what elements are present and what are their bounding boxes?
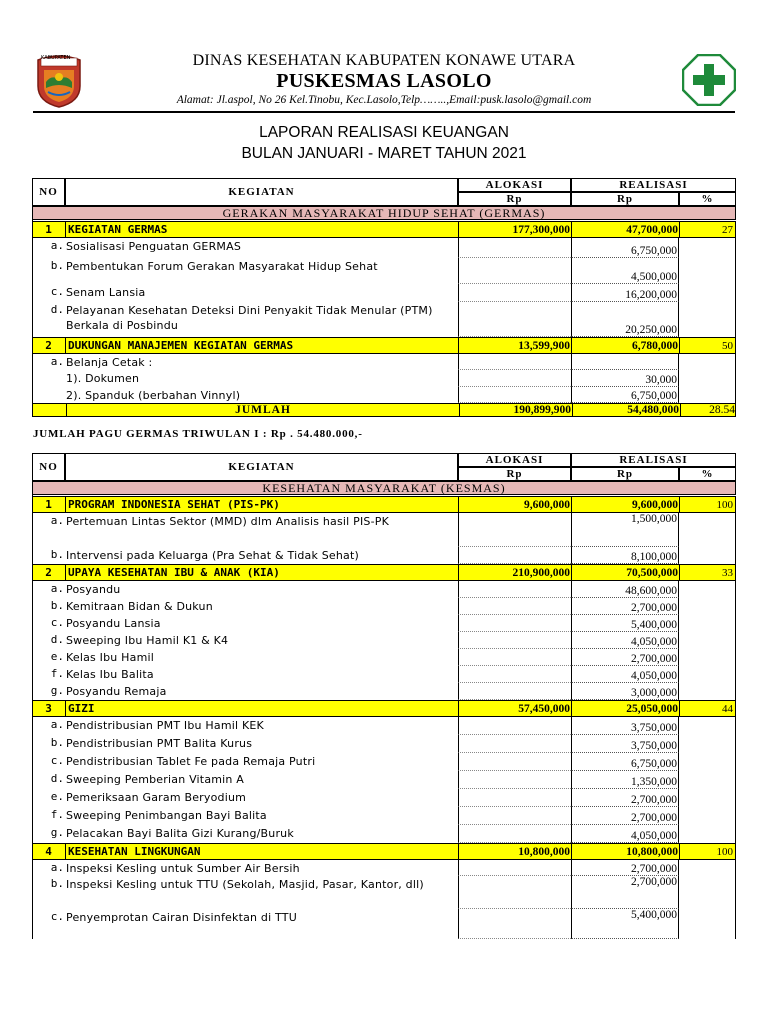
item-row bbox=[32, 238, 736, 258]
agency-name: DINAS KESEHATAN KABUPATEN KONAWE UTARA bbox=[192, 52, 576, 69]
item-letter: a. bbox=[50, 239, 64, 252]
program-percent: 44 bbox=[679, 701, 736, 716]
puskesmas-cross-icon bbox=[682, 54, 736, 106]
item-name: Pembentukan Forum Gerakan Masyarakat Hidup Sehat bbox=[66, 260, 378, 273]
item-percent bbox=[679, 547, 736, 564]
item-letter: a. bbox=[50, 718, 64, 731]
item-row bbox=[32, 354, 736, 370]
item-realisasi: 8,100,000 bbox=[571, 547, 679, 564]
program-row bbox=[32, 564, 736, 581]
item-name: Sweeping Ibu Hamil K1 & K4 bbox=[66, 634, 229, 647]
item-realisasi: 2,700,000 bbox=[571, 860, 679, 876]
table-left-border bbox=[32, 481, 33, 939]
kesmas-table bbox=[32, 453, 736, 933]
item-name: Intervensi pada Keluarga (Pra Sehat & Tidak Sehat) bbox=[66, 549, 359, 562]
item-letter: e. bbox=[50, 790, 64, 803]
item-row bbox=[32, 876, 736, 909]
item-row bbox=[32, 771, 736, 789]
item-row bbox=[32, 666, 736, 683]
item-realisasi: 20,250,000 bbox=[571, 302, 679, 337]
item-name: Pelacakan Bayi Balita Gizi Kurang/Buruk bbox=[66, 827, 294, 840]
item-row bbox=[32, 909, 736, 939]
program-row bbox=[32, 337, 736, 354]
item-realisasi: 4,050,000 bbox=[571, 825, 679, 843]
program-realisasi: 70,500,000 bbox=[571, 565, 679, 580]
program-no: 4 bbox=[45, 845, 52, 858]
section-header: GERAKAN MASYARAKAT HIDUP SEHAT (GERMAS) bbox=[32, 206, 736, 220]
item-alokasi bbox=[458, 860, 571, 876]
item-realisasi: 30,000 bbox=[571, 370, 679, 387]
col-alokasi-rp-header: Rp bbox=[458, 467, 571, 481]
item-name: Pemeriksaan Garam Beryodium bbox=[66, 791, 247, 804]
program-row bbox=[32, 843, 736, 860]
item-letter: b. bbox=[50, 548, 64, 561]
item-row bbox=[32, 753, 736, 771]
col-kegiatan-header: KEGIATAN bbox=[65, 453, 458, 481]
item-realisasi: 3,000,000 bbox=[571, 683, 679, 700]
item-name: Pendistribusian Tablet Fe pada Remaja Putri bbox=[66, 755, 316, 768]
program-row bbox=[32, 221, 736, 238]
item-alokasi bbox=[458, 632, 571, 649]
item-percent bbox=[679, 598, 736, 615]
item-row bbox=[32, 513, 736, 547]
program-name: KEGIATAN GERMAS bbox=[65, 222, 458, 237]
col-pct-header: % bbox=[679, 192, 736, 206]
item-alokasi bbox=[458, 615, 571, 632]
item-row bbox=[32, 370, 736, 387]
item-percent bbox=[679, 683, 736, 700]
item-realisasi: 1,350,000 bbox=[571, 771, 679, 789]
item-percent bbox=[679, 825, 736, 843]
item-realisasi: 2,700,000 bbox=[571, 807, 679, 825]
program-percent: 50 bbox=[679, 338, 736, 353]
item-letter: a. bbox=[50, 514, 64, 527]
item-letter: g. bbox=[50, 826, 64, 839]
item-name: Belanja Cetak : bbox=[66, 356, 153, 369]
item-percent bbox=[679, 513, 736, 547]
col-alokasi-header: ALOKASI bbox=[458, 178, 571, 192]
item-letter: b. bbox=[50, 736, 64, 749]
item-percent bbox=[679, 789, 736, 807]
total-realisasi: 54,480,000 bbox=[572, 404, 680, 416]
program-percent: 100 bbox=[679, 844, 736, 859]
item-realisasi: 1,500,000 bbox=[571, 513, 679, 547]
item-name: Inspeksi Kesling untuk Sumber Air Bersih bbox=[66, 862, 300, 875]
item-alokasi bbox=[458, 387, 571, 403]
table-header bbox=[32, 178, 736, 206]
item-letter: a. bbox=[50, 861, 64, 874]
item-letter: c. bbox=[50, 616, 64, 629]
item-row bbox=[32, 789, 736, 807]
total-percent: 28.54 bbox=[680, 404, 737, 416]
program-no: 2 bbox=[45, 566, 52, 579]
item-row bbox=[32, 860, 736, 876]
col-realisasi-header: REALISASI bbox=[571, 178, 736, 192]
item-alokasi bbox=[458, 735, 571, 753]
program-no: 2 bbox=[45, 339, 52, 352]
program-alokasi: 177,300,000 bbox=[458, 222, 571, 237]
total-label: JUMLAH bbox=[66, 404, 459, 416]
item-realisasi: 3,750,000 bbox=[571, 717, 679, 735]
item-letter: c. bbox=[50, 910, 64, 923]
item-percent bbox=[679, 735, 736, 753]
item-name: 1). Dokumen bbox=[66, 372, 140, 385]
item-row bbox=[32, 807, 736, 825]
item-row bbox=[32, 683, 736, 700]
program-percent: 33 bbox=[679, 565, 736, 580]
program-no: 3 bbox=[45, 702, 52, 715]
program-name: DUKUNGAN MANAJEMEN KEGIATAN GERMAS bbox=[65, 338, 458, 353]
program-alokasi: 10,800,000 bbox=[458, 844, 571, 859]
item-realisasi: 4,050,000 bbox=[571, 666, 679, 683]
item-name: Inspeksi Kesling untuk TTU (Sekolah, Masjid, Pasar, Kantor, dll) bbox=[66, 878, 424, 891]
item-row bbox=[32, 387, 736, 403]
item-row bbox=[32, 735, 736, 753]
item-percent bbox=[679, 632, 736, 649]
item-letter: d. bbox=[50, 303, 64, 316]
item-percent bbox=[679, 284, 736, 302]
item-name: Pertemuan Lintas Sektor (MMD) dlm Analisis hasil PIS-PK bbox=[66, 515, 390, 528]
item-alokasi bbox=[458, 258, 571, 284]
item-row bbox=[32, 649, 736, 666]
item-realisasi: 2,700,000 bbox=[571, 598, 679, 615]
program-alokasi: 9,600,000 bbox=[458, 497, 571, 512]
item-row bbox=[32, 615, 736, 632]
item-letter: f. bbox=[50, 808, 64, 821]
item-letter: a. bbox=[50, 582, 64, 595]
program-name: KESEHATAN LINGKUNGAN bbox=[65, 844, 458, 859]
item-percent bbox=[679, 615, 736, 632]
item-letter: c. bbox=[50, 285, 64, 298]
item-percent bbox=[679, 649, 736, 666]
item-name: Sweeping Pemberian Vitamin A bbox=[66, 773, 245, 786]
section-header: KESEHATAN MASYARAKAT (KESMAS) bbox=[32, 481, 736, 495]
item-alokasi bbox=[458, 513, 571, 547]
item-realisasi: 3,750,000 bbox=[571, 735, 679, 753]
program-row bbox=[32, 496, 736, 513]
item-percent bbox=[679, 753, 736, 771]
item-row bbox=[32, 632, 736, 649]
item-letter: b. bbox=[50, 599, 64, 612]
item-realisasi: 48,600,000 bbox=[571, 581, 679, 598]
item-name: 2). Spanduk (berbahan Vinnyl) bbox=[66, 389, 241, 402]
item-name: Pendistribusian PMT Balita Kurus bbox=[66, 737, 253, 750]
item-percent bbox=[679, 860, 736, 876]
item-alokasi bbox=[458, 807, 571, 825]
col-realisasi-rp-header: Rp bbox=[571, 467, 679, 481]
item-letter: b. bbox=[50, 259, 64, 272]
program-alokasi: 210,900,000 bbox=[458, 565, 571, 580]
item-alokasi bbox=[458, 284, 571, 302]
item-realisasi: 2,700,000 bbox=[571, 876, 679, 909]
col-alokasi-header: ALOKASI bbox=[458, 453, 571, 467]
item-name: Sweeping Penimbangan Bayi Balita bbox=[66, 809, 267, 822]
item-realisasi: 4,500,000 bbox=[571, 258, 679, 284]
item-alokasi bbox=[458, 717, 571, 735]
puskesmas-name: PUSKESMAS LASOLO bbox=[276, 70, 492, 92]
total-row bbox=[32, 403, 736, 417]
item-letter: e. bbox=[50, 650, 64, 663]
item-letter: f. bbox=[50, 667, 64, 680]
item-name: Posyandu Lansia bbox=[66, 617, 161, 630]
item-realisasi: 6,750,000 bbox=[571, 387, 679, 403]
item-row bbox=[32, 717, 736, 735]
col-no-header: NO bbox=[32, 453, 65, 481]
item-row bbox=[32, 581, 736, 598]
item-name: Kelas Ibu Balita bbox=[66, 668, 154, 681]
item-name: Pelayanan Kesehatan Deteksi Dini Penyakit Tidak Menular (PTM) Berkala di Posbindu bbox=[66, 304, 433, 332]
item-letter: b. bbox=[50, 877, 64, 890]
item-alokasi bbox=[458, 370, 571, 387]
item-percent bbox=[679, 717, 736, 735]
item-row bbox=[32, 598, 736, 615]
pagu-note: JUMLAH PAGU GERMAS TRIWULAN I : Rp . 54.480.000,- bbox=[33, 428, 363, 440]
program-realisasi: 25,050,000 bbox=[571, 701, 679, 716]
item-realisasi bbox=[571, 354, 679, 370]
item-alokasi bbox=[458, 649, 571, 666]
total-alokasi: 190,899,900 bbox=[459, 404, 572, 416]
item-alokasi bbox=[458, 825, 571, 843]
item-alokasi bbox=[458, 771, 571, 789]
item-row bbox=[32, 284, 736, 302]
item-alokasi bbox=[458, 666, 571, 683]
item-realisasi: 2,700,000 bbox=[571, 789, 679, 807]
item-row bbox=[32, 258, 736, 284]
item-realisasi: 2,700,000 bbox=[571, 649, 679, 666]
item-letter: g. bbox=[50, 684, 64, 697]
item-alokasi bbox=[458, 598, 571, 615]
item-alokasi bbox=[458, 302, 571, 337]
program-no: 1 bbox=[45, 498, 52, 511]
item-alokasi bbox=[458, 789, 571, 807]
report-title: LAPORAN REALISASI KEUANGAN bbox=[259, 124, 509, 141]
program-realisasi: 6,780,000 bbox=[571, 338, 679, 353]
program-realisasi: 9,600,000 bbox=[571, 497, 679, 512]
table-left-border bbox=[32, 206, 33, 403]
program-percent: 27 bbox=[679, 222, 736, 237]
header-divider bbox=[33, 111, 735, 113]
item-name: Kelas Ibu Hamil bbox=[66, 651, 154, 664]
item-percent bbox=[679, 581, 736, 598]
item-letter: d. bbox=[50, 772, 64, 785]
item-alokasi bbox=[458, 683, 571, 700]
item-alokasi bbox=[458, 581, 571, 598]
item-name: Penyemprotan Cairan Disinfektan di TTU bbox=[66, 911, 297, 924]
item-alokasi bbox=[458, 909, 571, 939]
item-alokasi bbox=[458, 354, 571, 370]
program-no: 1 bbox=[45, 223, 52, 236]
program-percent: 100 bbox=[679, 497, 736, 512]
item-percent bbox=[679, 258, 736, 284]
item-percent bbox=[679, 807, 736, 825]
program-row bbox=[32, 700, 736, 717]
item-alokasi bbox=[458, 876, 571, 909]
item-letter bbox=[32, 387, 65, 403]
item-realisasi: 4,050,000 bbox=[571, 632, 679, 649]
item-percent bbox=[679, 909, 736, 939]
col-realisasi-header: REALISASI bbox=[571, 453, 736, 467]
item-alokasi bbox=[458, 547, 571, 564]
item-alokasi bbox=[458, 753, 571, 771]
col-no-header: NO bbox=[32, 178, 65, 206]
logo-left-text: KABUPATEN bbox=[41, 55, 71, 61]
program-alokasi: 13,599,900 bbox=[458, 338, 571, 353]
item-percent bbox=[679, 302, 736, 337]
item-name: Senam Lansia bbox=[66, 286, 146, 299]
item-realisasi: 16,200,000 bbox=[571, 284, 679, 302]
item-name: Posyandu bbox=[66, 583, 121, 596]
item-letter bbox=[32, 370, 65, 387]
item-realisasi: 5,400,000 bbox=[571, 615, 679, 632]
program-realisasi: 47,700,000 bbox=[571, 222, 679, 237]
report-period: BULAN JANUARI - MARET TAHUN 2021 bbox=[241, 145, 527, 162]
item-row bbox=[32, 547, 736, 564]
item-name: Pendistribusian PMT Ibu Hamil KEK bbox=[66, 719, 264, 732]
program-alokasi: 57,450,000 bbox=[458, 701, 571, 716]
letterhead bbox=[0, 0, 768, 120]
item-percent bbox=[679, 771, 736, 789]
item-name: Posyandu Remaja bbox=[66, 685, 167, 698]
item-name: Sosialisasi Penguatan GERMAS bbox=[66, 240, 242, 253]
item-letter: c. bbox=[50, 754, 64, 767]
item-letter: d. bbox=[50, 633, 64, 646]
program-name: PROGRAM INDONESIA SEHAT (PIS-PK) bbox=[65, 497, 458, 512]
program-realisasi: 10,800,000 bbox=[571, 844, 679, 859]
item-letter: a. bbox=[50, 355, 64, 368]
item-percent bbox=[679, 370, 736, 387]
item-realisasi: 6,750,000 bbox=[571, 753, 679, 771]
germas-table bbox=[32, 178, 736, 426]
item-percent bbox=[679, 876, 736, 909]
item-row bbox=[32, 825, 736, 843]
item-realisasi: 6,750,000 bbox=[571, 238, 679, 258]
item-alokasi bbox=[458, 238, 571, 258]
item-percent bbox=[679, 238, 736, 258]
item-percent bbox=[679, 666, 736, 683]
program-name: GIZI bbox=[65, 701, 458, 716]
col-pct-header: % bbox=[679, 467, 736, 481]
total-no bbox=[33, 404, 66, 416]
item-percent bbox=[679, 387, 736, 403]
address-line: Alamat: Jl.aspol, No 26 Kel.Tinobu, Kec.Lasolo,Telp……..,Email:pusk.lasolo@gmail.com bbox=[176, 94, 592, 106]
table-header bbox=[32, 453, 736, 481]
item-percent bbox=[679, 354, 736, 370]
item-name: Kemitraan Bidan & Dukun bbox=[66, 600, 213, 613]
item-row bbox=[32, 302, 736, 337]
col-realisasi-rp-header: Rp bbox=[571, 192, 679, 206]
item-realisasi: 5,400,000 bbox=[571, 909, 679, 939]
col-alokasi-rp-header: Rp bbox=[458, 192, 571, 206]
col-kegiatan-header: KEGIATAN bbox=[65, 178, 458, 206]
program-name: UPAYA KESEHATAN IBU & ANAK (KIA) bbox=[65, 565, 458, 580]
